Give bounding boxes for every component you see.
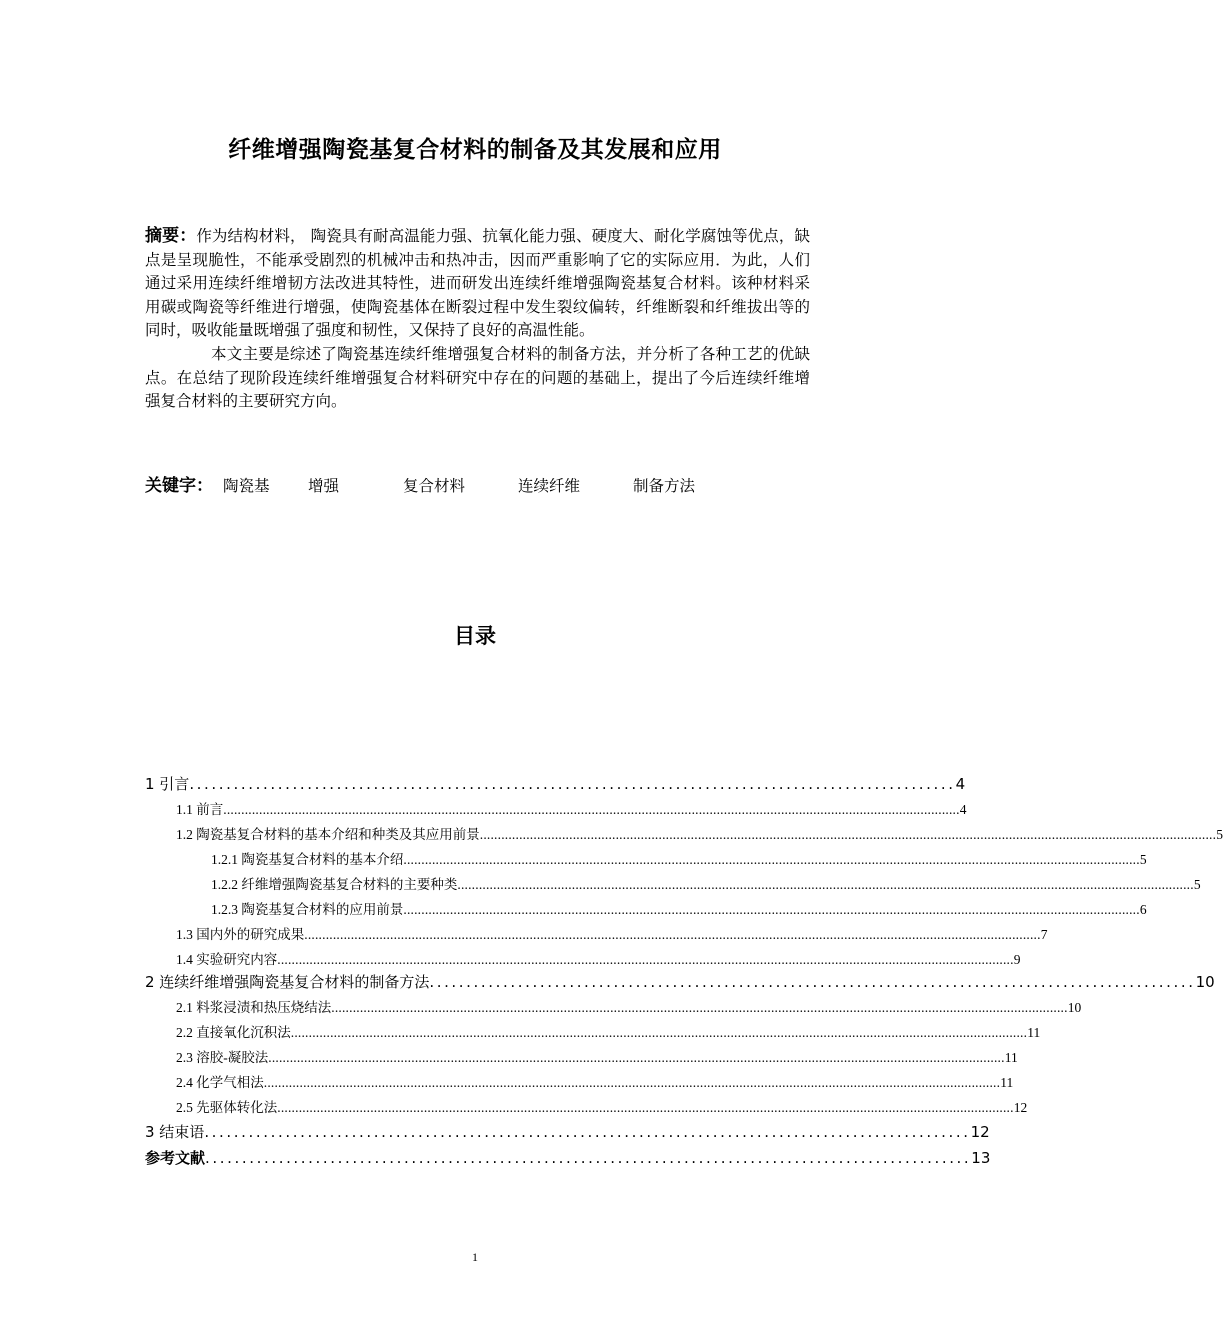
toc-entry-text: 1.2.2 纤维增强陶瓷基复合材料的主要种类 [211,877,458,892]
toc-leader-dots: .............................................................................................................................................................................................................. [277,952,1014,967]
toc-leader-dots: .............................................................................................................................................................................................................. [403,902,1140,917]
toc-entry-text: 2.2 直接氧化沉积法 [176,1025,291,1040]
toc-entry[interactable] [176,1020,1041,1045]
toc-entry-page: 9 [1013,952,1021,967]
toc-entry[interactable] [176,922,1048,947]
toc-entry-text: 1.2.3 陶瓷基复合材料的应用前景 [211,902,404,917]
toc-entry[interactable] [176,1045,1018,1070]
toc-entry-text: 3 结束语 [145,1123,205,1141]
toc-entry-text: 2 连续纤维增强陶瓷基复合材料的制备方法 [145,973,430,991]
toc-entry-text: 1.2.1 陶瓷基复合材料的基本介绍 [211,852,404,867]
toc-entry[interactable] [176,822,1223,847]
toc-entry-page: 12 [1013,1100,1028,1115]
toc-entry[interactable] [145,969,1215,995]
toc-entry-text: 2.3 溶胶-凝胶法 [176,1050,269,1065]
toc-entry-text: 1.3 国内外的研究成果 [176,927,305,942]
keyword-item: 增强 [308,477,340,495]
toc-entry-text: 1.4 实验研究内容 [176,952,278,967]
toc-entry-page: 13 [971,1149,991,1167]
toc-title: 目录 [454,624,496,648]
toc-leader-dots: .............................................................................................................................................................................................................. [290,1025,1028,1040]
toc-entry[interactable] [145,1119,990,1145]
toc-entry-page: 5 [1139,852,1147,867]
toc-leader-dots: .............................................................................................................................................................................................................. [268,1050,1005,1065]
toc-entry-text: 1.1 前言 [176,802,224,817]
toc-entry-page: 11 [1027,1025,1041,1040]
toc-entry-text: 2.4 化学气相法 [176,1075,264,1090]
toc-leader-dots: .............................................................................................................................................................................................................. [223,802,960,817]
toc-leader-dots: .............................................................................................................................................................................................................. [457,877,1194,892]
toc-entry-text: 2.1 料浆浸渍和热压烧结法 [176,1000,332,1015]
abstract-paragraph-1 [145,225,810,343]
toc-leader-dots: ........................................................................................................ [429,973,1196,991]
toc-entry-page: 10 [1195,973,1215,991]
toc-leader-dots: ........................................................................................................ [204,1123,971,1141]
toc-entry[interactable] [176,995,1082,1020]
toc-entry-text: 参考文献 [145,1149,206,1167]
abstract-label: 摘要： [145,226,197,246]
toc-entry-text: 1.2 陶瓷基复合材料的基本介绍和种类及其应用前景 [176,827,480,842]
document-title: 纤维增强陶瓷基复合材料的制备及其发展和应用 [228,137,722,163]
toc-entry-page: 5 [1216,827,1223,842]
toc-leader-dots: .............................................................................................................................................................................................................. [263,1075,1001,1090]
toc-entry-page: 5 [1193,877,1201,892]
toc-leader-dots: .............................................................................................................................................................................................................. [403,852,1140,867]
toc-entry[interactable] [145,771,966,797]
toc-entry-page: 4 [955,775,966,793]
toc-entry-page: 6 [1139,902,1147,917]
toc-entry-page: 4 [959,802,967,817]
toc-leader-dots: .............................................................................................................................................................................................................. [479,827,1217,842]
abstract-text-1: 作为结构材料， 陶瓷具有耐高温能力强、抗氧化能力强、硬度大、耐化学腐蚀等优点，缺点是呈现脆性，不能承受剧烈的机械冲击和热冲击，因而严重影响了它的实际应用．为此，人们通过采用连续纤维增韧方法改进其特性，进而研发出连续纤维增强陶瓷基复合材料。该种材料采用碳或陶瓷等纤维进行增强，使陶瓷基体在断裂过程中发生裂纹偏转，纤维断裂和纤维拔出等的同时，吸收能量既增强了强度和韧性，又保持了良好的高温性能。 [145,227,810,340]
abstract-paragraph-2: 本文主要是综述了陶瓷基连续纤维增强复合材料的制备方法，并分析了各种工艺的优缺点。在总结了现阶段连续纤维增强复合材料研究中存在的问题的基础上，提出了今后连续纤维增强复合材料的主要研究方向。 [145,344,810,411]
toc-entry[interactable] [211,897,1147,922]
page-number: 1 [472,1250,478,1264]
keyword-item: 陶瓷基 [223,477,270,495]
toc-leader-dots: .............................................................................................................................................................................................................. [331,1000,1068,1015]
toc-entry[interactable] [211,872,1201,897]
toc-entry-page: 11 [1000,1075,1014,1090]
abstract-section [145,225,810,414]
toc-entry-page: 12 [970,1123,990,1141]
toc-leader-dots: .............................................................................................................................................................................................................. [277,1100,1014,1115]
toc-entry[interactable] [176,797,967,822]
toc-leader-dots: ........................................................................................................ [205,1149,972,1167]
toc-entry-page: 7 [1040,927,1048,942]
toc-entry-page: 11 [1004,1050,1018,1065]
toc-entry[interactable] [211,847,1147,872]
toc-entry-text: 1 引言 [145,775,190,793]
toc-leader-dots: .............................................................................................................................................................................................................. [304,927,1041,942]
toc-entry-text: 2.5 先驱体转化法 [176,1100,278,1115]
toc-entry[interactable] [176,1095,1028,1120]
keyword-item: 复合材料 [403,477,466,495]
keyword-item: 制备方法 [633,477,696,495]
keyword-item: 连续纤维 [518,477,581,495]
keywords-section [145,474,810,498]
toc-leader-dots: ........................................................................................................ [189,775,956,793]
toc-entry-page: 10 [1067,1000,1082,1015]
toc-entry[interactable] [145,1145,991,1171]
toc-entry[interactable] [176,1070,1014,1095]
keywords-label: 关键字： [145,476,213,496]
